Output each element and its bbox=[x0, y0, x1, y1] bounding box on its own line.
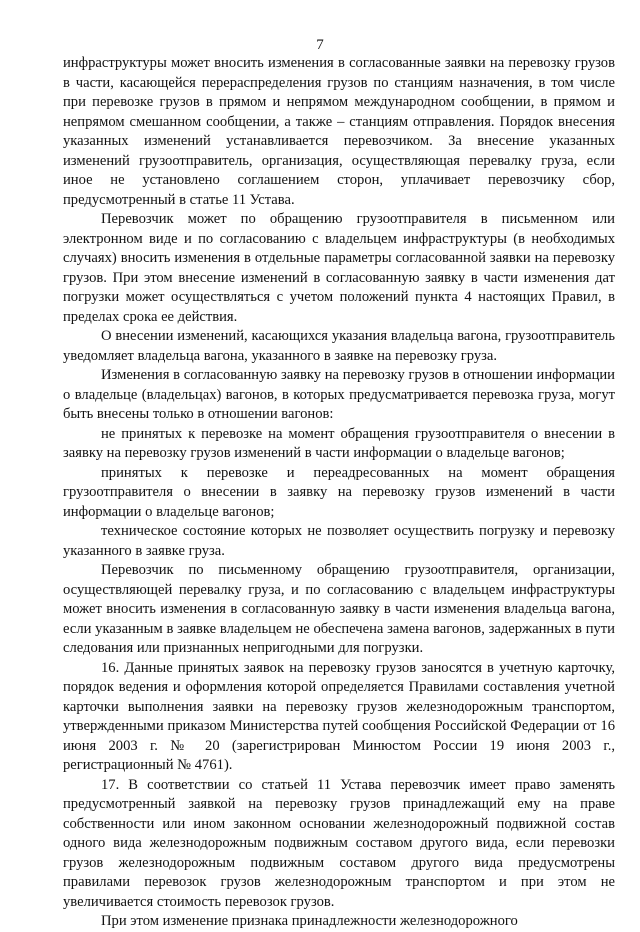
page-number: 7 bbox=[316, 37, 324, 53]
paragraph: О внесении изменений, касающихся указания владельца вагона, грузоотправитель уведомляет владельца вагона, указанного в заявке на перевозку груза. bbox=[63, 328, 615, 364]
paragraph: Изменения в согласованную заявку на перевозку грузов в отношении информации о владельце (владельцах) вагонов, в которых предусматривается перевозка груза, могут быть внесены только в отношении вагонов: bbox=[63, 367, 615, 422]
list-item: не принятых к перевозке на момент обращения грузоотправителя о внесении в заявку на перевозку грузов изменений в части информации о владельце вагонов; bbox=[63, 425, 615, 461]
numbered-paragraph-16: 16. Данные принятых заявок на перевозку грузов заносятся в учетную карточку, порядок ведения и оформления которой определяется Правилами составления учетной карточки выполнения заявки на перевозку грузов железнодорожным транспортом, утвержденными приказом Министерства путей сообщения Российской Федерации от 16 июня 2003 г. № 20 (зарегистрирован Минюстом России 19 июня 2003 г., регистрационный № 4761). bbox=[63, 659, 615, 773]
paragraph: Перевозчик может по обращению грузоотправителя в письменном или электронном виде и по согласованию с владельцем инфраструктуры (в необходимых случаях) вносить изменения в отдельные параметры согласованной заявки на перевозку грузов. При этом внесение изменений в согласованную заявку в части изменения дат погрузки может осуществляться с учетом положений пункта 4 настоящих Правил, в пределах срока ее действия. bbox=[63, 211, 615, 325]
paragraph-cut-off: При этом изменение признака принадлежности железнодорожного bbox=[101, 913, 518, 929]
paragraph-continued: инфраструктуры может вносить изменения в согласованные заявки на перевозку грузов в части, касающейся перераспределения грузов по станциям назначения, в том числе при перевозке грузов в прямом и непрямом международном сообщении, в прямом и непрямом смешанном сообщении, а также – станциям отправления. Порядок внесения указанных изменений устанавливается перевозчиком. За внесение указанных изменений грузоотправитель, организация, осуществляющая перевалку груза, если иное не установлено соглашением сторон, уплачивает перевозчику сбор, предусмотренный в статье 11 Устава. bbox=[63, 55, 615, 208]
list-item: принятых к перевозке и переадресованных на момент обращения грузоотправителя о внесении в заявку на перевозку грузов изменений в части информации о владельце вагонов; bbox=[63, 464, 615, 520]
paragraph: Перевозчик по письменному обращению грузоотправителя, организации, осуществляющей перевалку груза, и по согласованию с владельцем инфраструктуры может вносить изменения в согласованную заявку в части изменения владельца вагона, если указанным в заявке владельцем не обеспечена замена вагонов, задержанных в пути следования или признанных непригодными для погрузки. bbox=[63, 562, 615, 656]
document-body bbox=[63, 54, 615, 932]
list-item: техническое состояние которых не позволяет осуществить погрузку и перевозку указанного в заявке груза. bbox=[63, 523, 615, 559]
numbered-paragraph-17: 17. В соответствии со статьей 11 Устава перевозчик имеет право заменять предусмотренный заявкой на перевозку грузов принадлежащий ему на праве собственности или ином законном основании железнодорожный подвижной состав одного вида железнодорожным подвижным составом другого вида, если перевозки грузов железнодорожным подвижным составом другого вида предусмотрены правилами перевозок грузов железнодорожным транспортом и при этом не увеличивается стоимость перевозок грузов. bbox=[63, 776, 615, 910]
